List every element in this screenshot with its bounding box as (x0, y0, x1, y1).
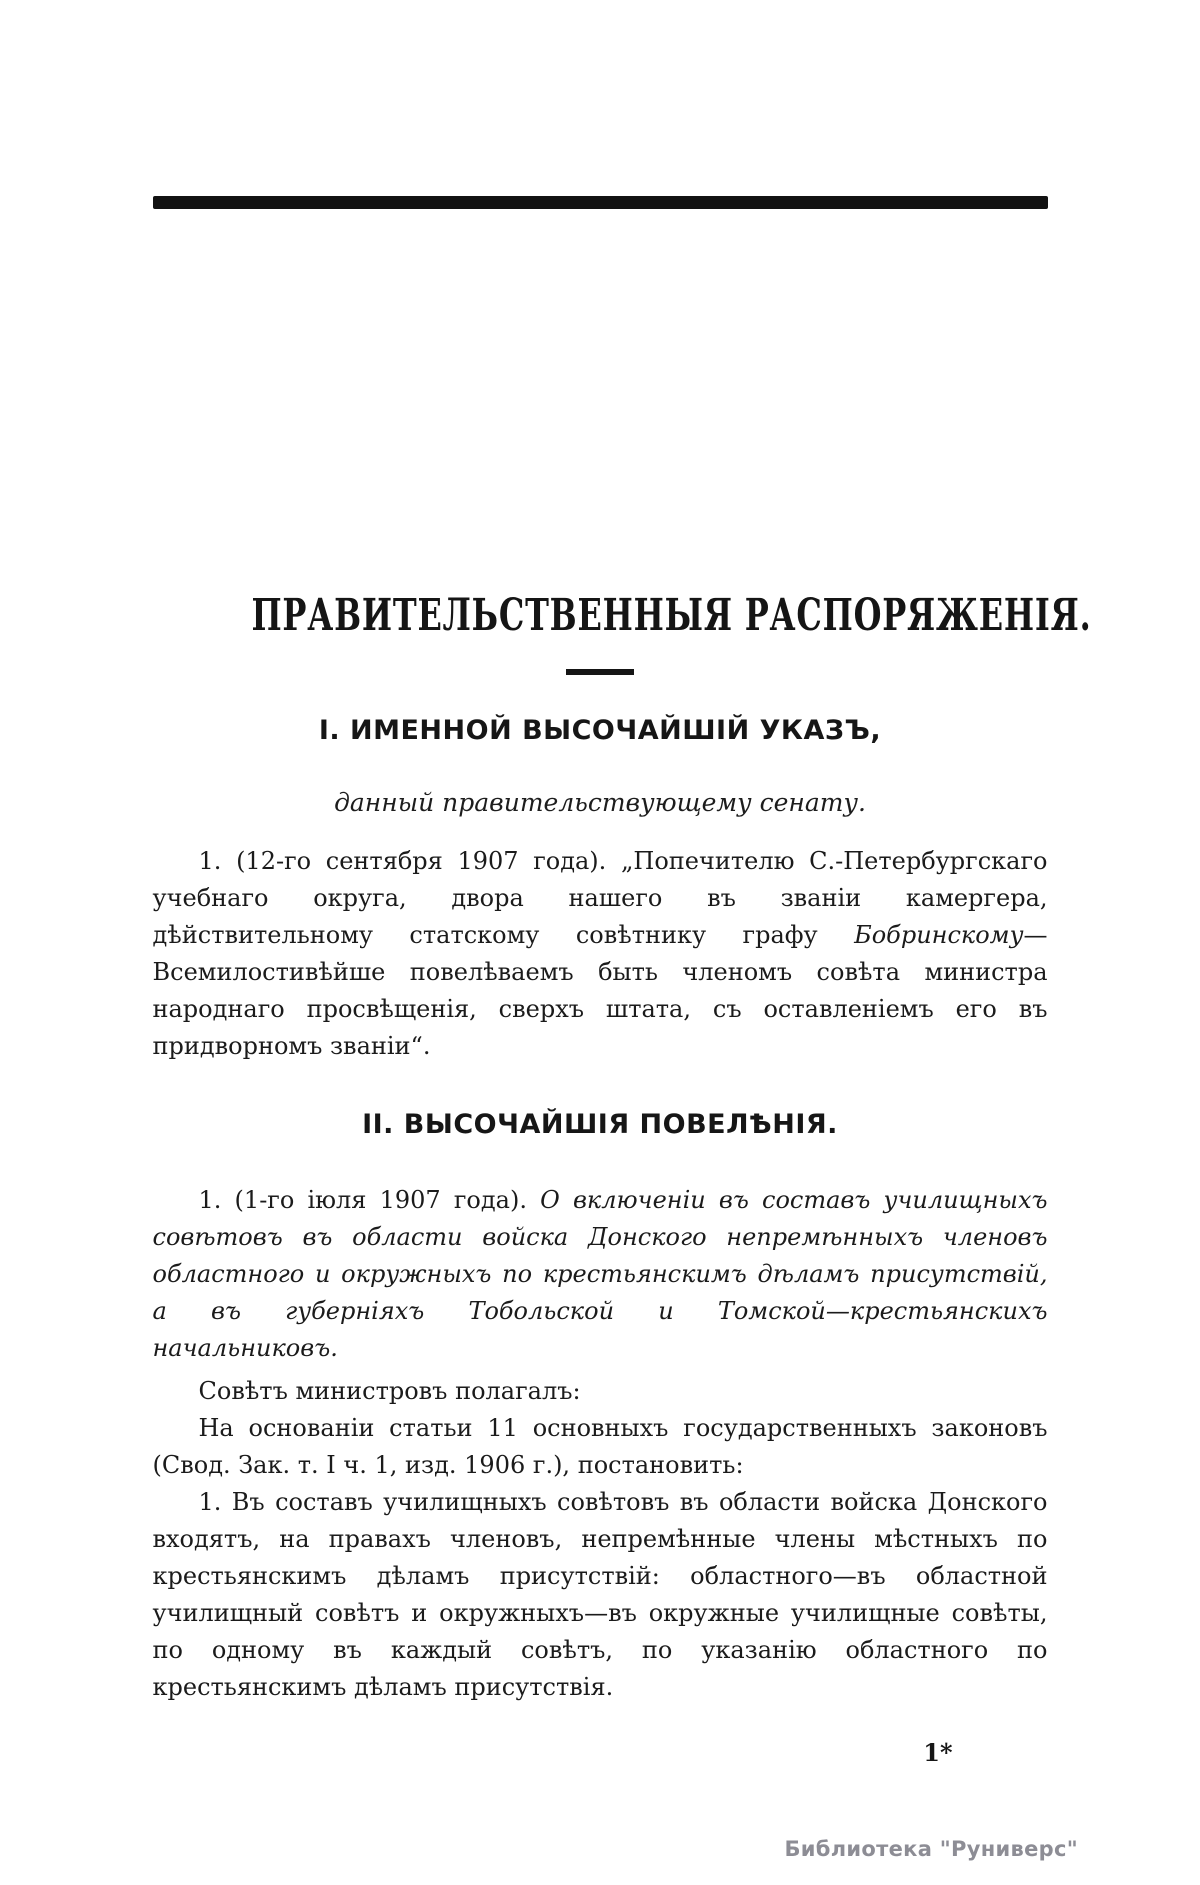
section-1-paragraph-lead: 1. (12-го сентября 1907 года). „Попечителю С.-Петербургскаго учебнаго округа, двора нашего въ званіи камергера, дѣйствительному статскому совѣтнику графу (152, 847, 1048, 949)
section-2-paragraph-council: Совѣтъ министровъ полагалъ: (198, 1377, 581, 1405)
section-2-subject-lead: 1. (1-го іюля 1907 года). (198, 1186, 541, 1214)
section-2-subject-text: О включеніи въ составъ училищныхъ совѣтовъ въ области войска Донского непремѣнныхъ членовъ областного и окружныхъ по крестьянскимъ дѣламъ присутствій, а въ губерніяхъ Тобольской и Томской—крестьянскихъ начальниковъ. (152, 1186, 1048, 1362)
top-rule (153, 196, 1048, 209)
section-2-paragraph-basis: На основаніи статьи 11 основныхъ государственныхъ законовъ (Свод. Зак. т. I ч. 1, изд. 1906 г.), постановить: (152, 1414, 1048, 1479)
page-sheet (152, 0, 1092, 1767)
section-1-paragraph-name: Бобринскому (854, 921, 1024, 949)
section-1-paragraph-rest: —Всемилостивѣйше повелѣваемъ быть членомъ совѣта министра народнаго просвѣщенія, сверхъ штата, съ оставленіемъ его въ придворномъ званіи“. (152, 921, 1048, 1060)
section-1-paragraph (153, 843, 1048, 1065)
library-watermark: Библиотека "Руниверс" (784, 1837, 1078, 1861)
section-2-subject-paragraph (153, 1182, 1048, 1367)
section-2-paragraph-resolution: 1. Въ составъ училищныхъ совѣтовъ въ области войска Донского входятъ, на правахъ членовъ, непремѣнные члены мѣстныхъ по крестьянскимъ дѣламъ присутствій: областного—въ областной училищный совѣтъ и окружныхъ—въ окружные училищные совѣты, по одному въ каждый совѣтъ, по указанію областного по крестьянскимъ дѣламъ присутствія. (152, 1488, 1048, 1701)
section-1-body (153, 843, 1048, 1065)
section-2-body (153, 1182, 1048, 1706)
page-marker: 1* (923, 1738, 953, 1767)
section-2-heading: II. ВЫСОЧАЙШІЯ ПОВЕЛѢНІЯ. (362, 1109, 838, 1140)
section-1-heading: I. ИМЕННОЙ ВЫСОЧАЙШІЙ УКАЗЪ, (318, 715, 882, 746)
section-1-subtitle: данный правительствующему сенату. (334, 788, 866, 817)
page-title: ПРАВИТЕЛЬСТВЕННЫЯ РАСПОРЯЖЕНІЯ. (250, 589, 1092, 641)
title-divider (566, 669, 634, 675)
